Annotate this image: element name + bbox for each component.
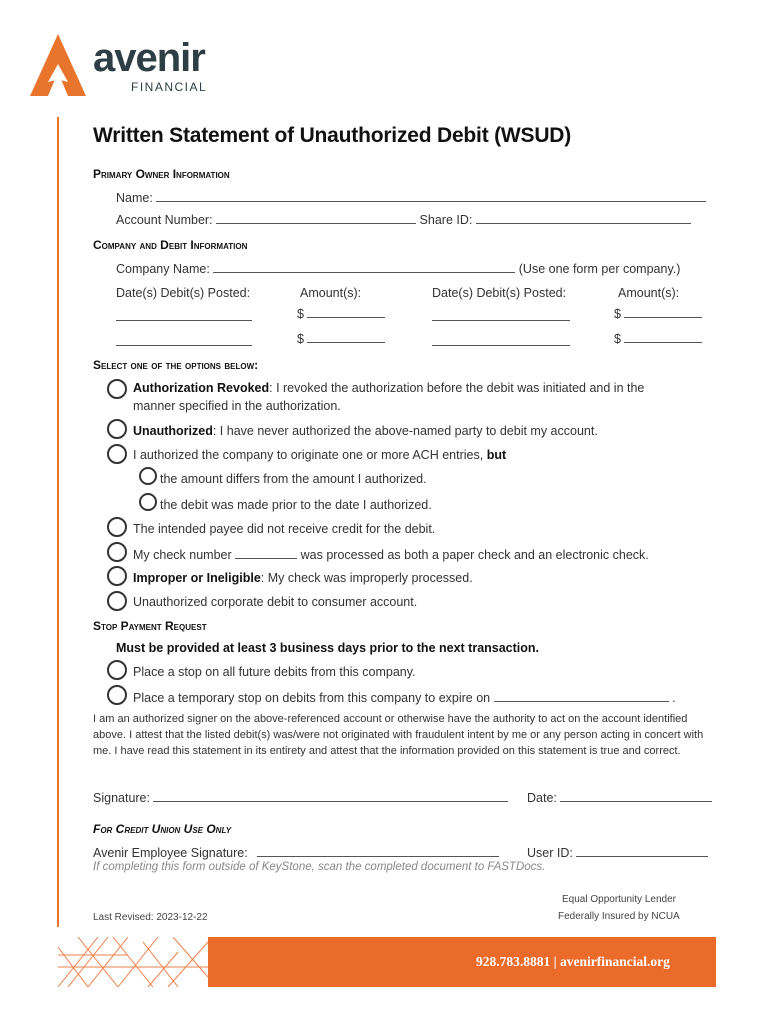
radio-debit-prior[interactable] (139, 493, 157, 511)
radio-amount-differs[interactable] (139, 467, 157, 485)
radio-unauthorized[interactable] (107, 419, 127, 439)
check-number-field[interactable] (235, 547, 297, 559)
expire-date-field[interactable] (494, 690, 669, 702)
logo-wordmark: avenir (93, 36, 205, 80)
amount-field-1b[interactable]: $ (297, 331, 385, 346)
share-id-label: Share ID: (419, 213, 473, 227)
date-posted-label-2: Date(s) Debit(s) Posted: (432, 286, 567, 300)
amount-field-1a[interactable]: $ (297, 306, 385, 321)
option-payee-no-credit: The intended payee did not receive credit for the debit. (133, 522, 436, 536)
signature-field[interactable] (153, 790, 508, 802)
ncua-text: Federally Insured by NCUA (558, 911, 680, 922)
date-label: Date: (527, 791, 557, 805)
date-field-1b[interactable] (116, 333, 252, 351)
radio-stop-all[interactable] (107, 660, 127, 680)
option-corporate-debit: Unauthorized corporate debit to consumer account. (133, 595, 418, 609)
amount-field-2a[interactable]: $ (614, 306, 702, 321)
date-field-2a[interactable] (432, 308, 570, 326)
amount-label-2: Amount(s): (618, 286, 680, 300)
options-heading: Select one of the options below: (93, 358, 259, 372)
option-authorized-but: I authorized the company to originate one or more ACH entries, but (133, 448, 507, 462)
primary-owner-heading: Primary Owner Information (93, 167, 230, 181)
fastdocs-note: If completing this form outside of KeyStone, scan the completed document to FASTDocs. (93, 861, 546, 873)
name-row (116, 190, 706, 205)
date-row (527, 790, 712, 805)
name-field[interactable] (156, 190, 706, 202)
footer-contact: 928.783.8881 | avenirfinancial.org (476, 954, 670, 969)
option-amount-differs: the amount differs from the amount I authorized. (160, 472, 427, 486)
option-stop-temporary: Place a temporary stop on debits from this company to expire on . (133, 691, 676, 705)
radio-improper[interactable] (107, 566, 127, 586)
user-id-row (527, 845, 708, 860)
amount-field-2b[interactable]: $ (614, 331, 702, 346)
date-field[interactable] (560, 790, 712, 802)
attestation-text: I am an authorized signer on the above-referenced account or otherwise have the authority to act on the account identified above. I attest that the listed debit(s) was/were not originated with fraudulent intent by me or any person acting in concert with me. I have read this statement in its entirety and attest that the information provided on this statement is true and correct. (93, 713, 704, 757)
company-name-label: Company Name: (116, 262, 210, 276)
page-title: Written Statement of Unauthorized Debit (WSUD) (93, 124, 572, 147)
radio-stop-temporary[interactable] (107, 685, 127, 705)
share-id-field[interactable] (476, 212, 691, 224)
date-field-2b[interactable] (432, 333, 570, 351)
company-row (116, 261, 680, 276)
employee-signature-row (93, 845, 499, 860)
employee-signature-label: Avenir Employee Signature: (93, 846, 248, 860)
signature-row (93, 790, 508, 805)
option-stop-all: Place a stop on all future debits from this company. (133, 665, 416, 679)
employee-signature-field[interactable] (257, 845, 499, 857)
stop-payment-notice: Must be provided at least 3 business days prior to the next transaction. (116, 641, 540, 655)
logo-subtitle: FINANCIAL (131, 80, 208, 94)
company-name-field[interactable] (213, 261, 515, 273)
radio-authorization-revoked[interactable] (107, 379, 127, 399)
user-id-field[interactable] (576, 845, 708, 857)
date-field-1a[interactable] (116, 308, 252, 326)
radio-corporate-debit[interactable] (107, 591, 127, 611)
date-posted-label-1: Date(s) Debit(s) Posted: (116, 286, 251, 300)
signature-label: Signature: (93, 791, 150, 805)
name-label: Name: (116, 191, 153, 205)
accent-rule (57, 117, 59, 927)
avenir-logo-icon (30, 34, 86, 96)
option-unauthorized: Unauthorized: I have never authorized the above-named party to debit my account. (133, 424, 598, 438)
radio-check-both[interactable] (107, 542, 127, 562)
account-row (116, 212, 691, 227)
radio-authorized-but[interactable] (107, 444, 127, 464)
stop-payment-heading: Stop Payment Request (93, 619, 207, 633)
radio-payee-no-credit[interactable] (107, 517, 127, 537)
option-debit-prior: the debit was made prior to the date I authorized. (160, 498, 432, 512)
amount-label-1: Amount(s): (300, 286, 362, 300)
company-debit-heading: Company and Debit Information (93, 238, 248, 252)
account-number-field[interactable] (216, 212, 416, 224)
option-authorization-revoked: Authorization Revoked: I revoked the authorization before the debit was initiated and in the (133, 381, 645, 395)
option-check-both: My check number was processed as both a paper check and an electronic check. (133, 548, 649, 562)
option-improper: Improper or Ineligible: My check was improperly processed. (133, 571, 473, 585)
last-revised-text: Last Revised: 2023-12-22 (93, 912, 208, 923)
footer-pattern-icon (58, 937, 208, 987)
option-authorization-revoked-cont: manner specified in the authorization. (133, 399, 341, 413)
equal-opportunity-text: Equal Opportunity Lender (562, 894, 676, 905)
account-number-label: Account Number: (116, 213, 213, 227)
user-id-label: User ID: (527, 846, 573, 860)
company-note: (Use one form per company.) (518, 262, 681, 276)
cu-use-heading: For Credit Union Use Only (93, 822, 232, 836)
